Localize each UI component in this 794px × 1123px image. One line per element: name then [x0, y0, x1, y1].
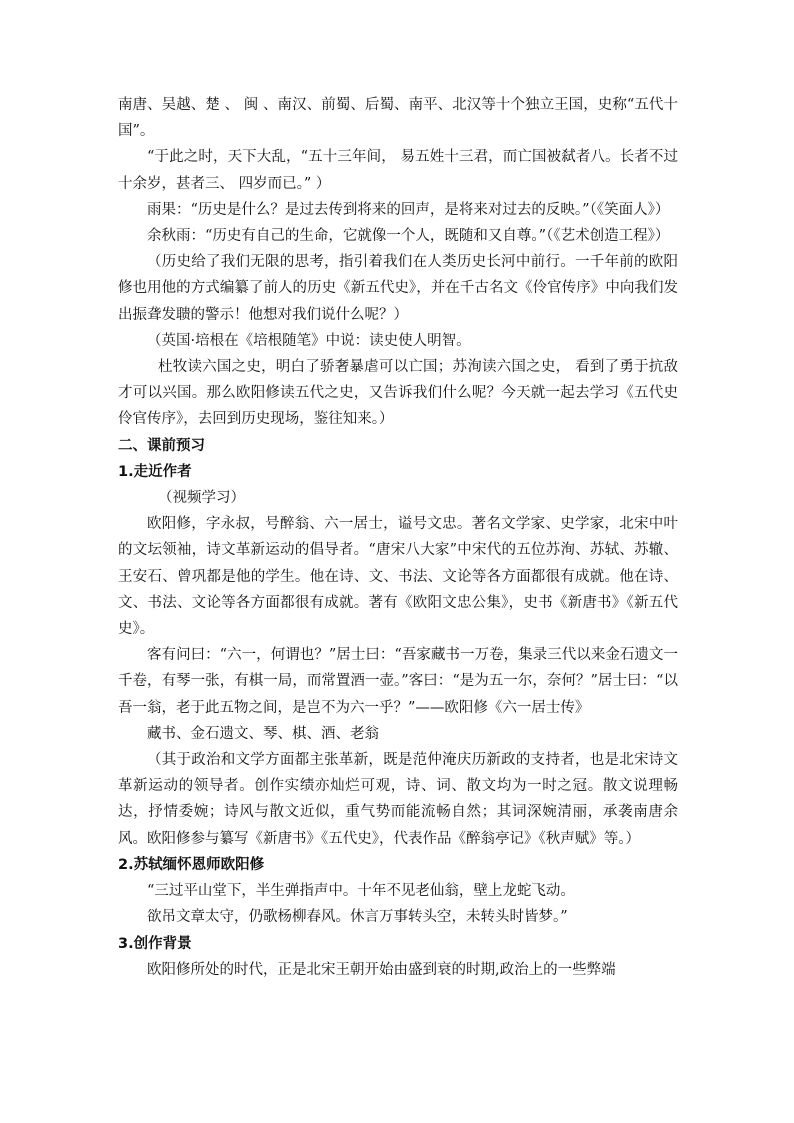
- paragraph-history-reflection: （历史给了我们无限的思考，指引着我们在人类历史长河中前行。一千年前的欧阳修也用他的方式编纂了前人的历史《新五代史》，并在千古名文《伶官传序》中向我们发出振聋发聩的警示！他想对我们说什么呢？）: [118, 254, 678, 323]
- section-heading-preview: 二、课前预习: [118, 437, 205, 454]
- subsection-heading-author: 1.走近作者: [118, 463, 192, 480]
- paragraph-hugo-quote: 雨果：“历史是什么？是过去传到将来的回声，是将来对过去的反映。”（《笑面人》）: [147, 201, 670, 218]
- document-page: [118, 92, 678, 983]
- paragraph-reform-summary: （其于政治和文学方面都主张革新，既是范仲淹庆历新政的支持者，也是北宋诗文革新运动的领导者。创作实绩亦灿烂可观，诗、词、散文均为一时之冠。散文说理畅达，抒情委婉；诗风与散文近似，重气势而能流畅自然；其词深婉清丽，承袭南唐余风。欧阳修参与纂写《新唐书》《五代史》，代表作品《醉翁亭记》《秋声赋》等。）: [118, 752, 678, 847]
- paragraph-ouyang-bio: 欧阳修，字永叔，号醉翁、六一居士，谥号文忠。著名文学家、史学家，北宋中叶的文坛领袖，诗文革新运动的倡导者。“唐宋八大家”中宋代的五位苏洵、苏轼、苏辙、王安石、曾巩都是他的学生。他在诗、文、书法、文论等各方面都很有成就。他在诗、文、书法、文论等各方面都很有成就。著有《欧阳文忠公集》，史书《新唐书》《新五代史》。: [118, 516, 678, 638]
- paragraph-yu-qiuyu-quote: 余秋雨：“历史有自己的生命，它就像一个人，既随和又自尊。”（《艺术创造工程》）: [147, 228, 670, 245]
- poem-line-1: “三过平山堂下，半生弹指声中。十年不见老仙翁，壁上龙蛇飞动。: [147, 883, 575, 900]
- paragraph-background: 欧阳修所处的时代，正是北宋王朝开始由盛到衰的时期,政治上的一些弊端: [147, 961, 616, 978]
- paragraph-quote-chaos: “于此之时，天下大乱，“五十三年间， 易五姓十三君，而亡国被弑者八。长者不过十余岁，甚者三、 四岁而已。” ）: [118, 149, 678, 192]
- subsection-heading-background: 3.创作背景: [118, 935, 192, 952]
- paragraph-five-dynasties: 南唐、吴越、楚 、 闽 、南汉、前蜀、后蜀、南平、北汉等十个独立王国，史称“五代十国”。: [118, 97, 678, 140]
- paragraph-video-study: （视频学习）: [158, 490, 245, 507]
- paragraph-six-ones: 藏书、金石遗文、琴、棋、酒、老翁: [147, 725, 379, 742]
- paragraph-du-mu-su-xun: 杜牧读六国之史，明白了骄奢暴虐可以亡国；苏洵读六国之史， 看到了勇于抗敌才可以兴国。那么欧阳修读五代之史，又告诉我们什么呢？今天就一起去学习《五代史伶官传序》，去回到历史现场，鉴往知来。）: [118, 359, 678, 428]
- subsection-heading-su-shi: 2.苏轼缅怀恩师欧阳修: [118, 856, 265, 873]
- poem-line-2: 欲吊文章太守，仍歌杨柳春风。休言万事转头空，未转头时皆梦。”: [147, 909, 568, 926]
- paragraph-liuyi-dialogue: 客有问曰：“六一，何谓也？”居士曰：“吾家藏书一万卷，集录三代以来金石遗文一千卷，有琴一张，有棋一局，而常置酒一壶。”客曰：“是为五一尔，奈何？”居士曰：“以吾一翁，老于此五物之间，是岂不为六一乎？”——欧阳修《六一居士传》: [118, 647, 678, 716]
- paragraph-bacon-quote: （英国·培根在《培根随笔》中说：读史使人明智。: [147, 332, 471, 349]
